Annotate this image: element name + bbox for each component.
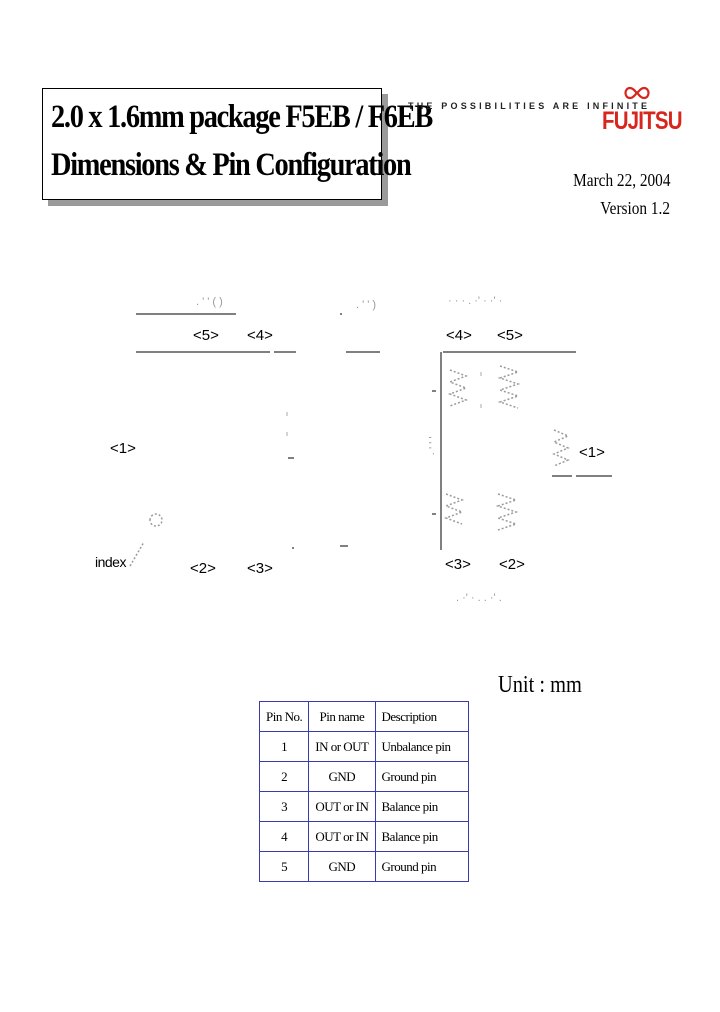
pin-name: OUT or IN [309, 822, 375, 852]
table-row [260, 822, 469, 852]
unit-label: Unit : mm [498, 672, 582, 698]
pin-description: Balance pin [375, 822, 468, 852]
document-subtitle: Dimensions & Pin Configuration [51, 147, 411, 183]
fujitsu-logo: FUJITSU [602, 107, 682, 135]
document-version: Version 1.2 [600, 198, 670, 218]
table-header-row [260, 702, 469, 732]
pin-table [259, 701, 469, 882]
top-view-pin-4-label: <4> [247, 327, 273, 344]
pin-description: Ground pin [375, 852, 468, 882]
bottom-view-pin-4-label: <4> [446, 327, 472, 344]
bottom-view-pin-2-label: <2> [499, 556, 525, 573]
pin-number: 2 [260, 762, 309, 792]
pin-name: OUT or IN [309, 792, 375, 822]
pin-description: Balance pin [375, 792, 468, 822]
table-row [260, 792, 469, 822]
dimension-mark: . ·' · . . ·' . [456, 592, 502, 604]
table-row [260, 732, 469, 762]
pin-description: Unbalance pin [375, 732, 468, 762]
column-header: Pin name [309, 702, 375, 732]
dimension-mark: · ' ' ' [427, 436, 440, 456]
top-view-pin-5-label: <5> [193, 327, 219, 344]
dimension-mark: · · · . ·' · ·' · [448, 295, 503, 307]
document-title: 2.0 x 1.6mm package F5EB / F6EB [51, 99, 432, 135]
brand-tagline: THE POSSIBILITIES ARE INFINITE [408, 101, 651, 111]
top-view-pin-1-label: <1> [110, 440, 136, 457]
dimension-mark: . ' ' ) [356, 299, 377, 311]
dimension-mark: . ' ' ( ) [196, 296, 223, 308]
top-view-pin-3-label: <3> [247, 560, 273, 577]
pin-number: 4 [260, 822, 309, 852]
pin-name: GND [309, 762, 375, 792]
column-header: Description [375, 702, 468, 732]
pin-number: 3 [260, 792, 309, 822]
document-date: March 22, 2004 [572, 170, 670, 190]
bottom-view-pin-1-label: <1> [579, 444, 605, 461]
table-row [260, 852, 469, 882]
pin-description: Ground pin [375, 762, 468, 792]
index-label: index [95, 554, 126, 570]
pin-name: GND [309, 852, 375, 882]
pin-number: 5 [260, 852, 309, 882]
pin-name: IN or OUT [309, 732, 375, 762]
top-view-pin-2-label: <2> [190, 560, 216, 577]
table-row [260, 762, 469, 792]
pin-number: 1 [260, 732, 309, 762]
column-header: Pin No. [260, 702, 309, 732]
bottom-view-pin-3-label: <3> [445, 556, 471, 573]
bottom-view-pin-5-label: <5> [497, 327, 523, 344]
